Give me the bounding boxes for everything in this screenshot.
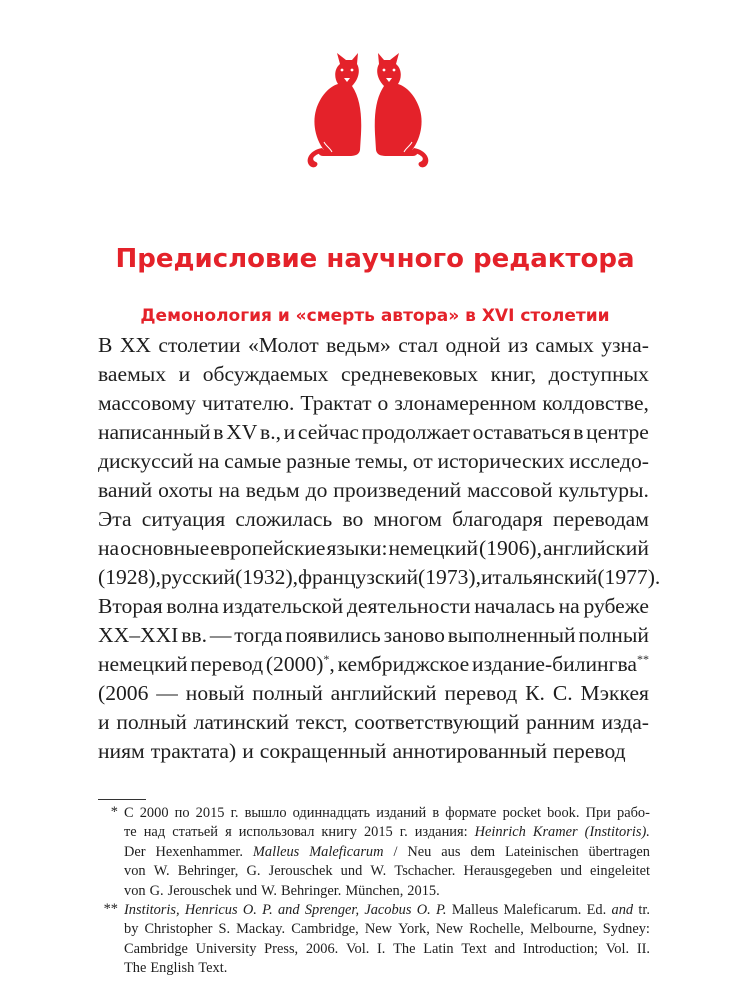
body-line: массовому читателю. Трактат о злонамеренном колдовстве, (98, 391, 649, 415)
body-line: Эта ситуация сложилась во многом благодаря переводам (98, 507, 649, 531)
footnote-line: The English Text. (124, 960, 228, 977)
body-line: XX–XXI вв. — тогда появились заново выполненный полный (98, 623, 649, 647)
footnote-line: von G. Jerouschek und W. Behringer. München, 2015. (124, 882, 440, 899)
chapter-title: Предисловие научного редактора (115, 244, 635, 274)
section-title: Демонология и «смерть автора» в XVI столетии (140, 306, 610, 326)
footnotes (98, 804, 650, 979)
body-line: ниям трактата) и сокращенный аннотированный перевод (98, 739, 626, 763)
footnote-line: те над статьей я использовал книгу 2015 г. издания: Heinrich Kramer (Institoris). (124, 824, 650, 841)
body-line: и полный латинский текст, соответствующий ранним изда- (98, 710, 649, 734)
body-line: ваемых и обсуждаемых средневековых книг, доступных (98, 362, 649, 386)
footnote-mark: * (110, 804, 118, 820)
footnote (98, 901, 650, 979)
body-line: на основные европейские языки: немецкий (1906), английский (98, 536, 649, 560)
body-line: (1928), русский (1932), французский (1973), итальянский (1977). (98, 565, 661, 589)
footnote-line: von W. Behringer, G. Jerouschek und W. Tschacher. Herausgegeben und eingeleitet (124, 863, 650, 880)
cat-right (375, 53, 429, 167)
body-line: Вторая волна издательской деятельности началась на рубеже (98, 594, 649, 618)
footnote-divider (98, 799, 146, 800)
body-text (98, 331, 661, 766)
footnote-line: by Christopher S. Mackay. Cambridge, New York, New Rochelle, Melbourne, Sydney: (124, 921, 650, 938)
two-red-cats-illustration (286, 52, 450, 170)
body-line: (2006 — новый полный английский перевод К. С. Мэккея (98, 681, 649, 705)
cat-left (308, 53, 362, 167)
footnote-mark: ** (103, 900, 118, 917)
body-line: немецкий перевод (2000)*, кембриджское издание-билингва** (98, 651, 649, 676)
footnote-line: Cambridge University Press, 2006. Vol. I. The Latin Text and Introduction; Vol. II. (124, 940, 650, 957)
footnote-line: С 2000 по 2015 г. вышло одиннадцать изданий в формате pocket book. При рабо- (124, 805, 650, 821)
cats-svg (286, 52, 450, 170)
body-line: дискуссий на самые разные темы, от исторических исследо- (98, 449, 649, 473)
footnote-line: Institoris, Henricus O. P. and Sprenger, Jacobus O. P. Malleus Maleficarum. Ed. and tr. (124, 901, 650, 918)
footnote-line: Der Hexenhammer. Malleus Maleficarum / Neu aus dem Lateinischen übertragen (124, 843, 650, 860)
footnote (98, 804, 650, 901)
body-line: В XX столетии «Молот ведьм» стал одной из самых узна- (98, 333, 649, 357)
body-line: ваний охоты на ведьм до произведений массовой культуры. (98, 478, 649, 502)
body-line: написанный в XV в., и сейчас продолжает оставаться в центре (98, 420, 649, 444)
